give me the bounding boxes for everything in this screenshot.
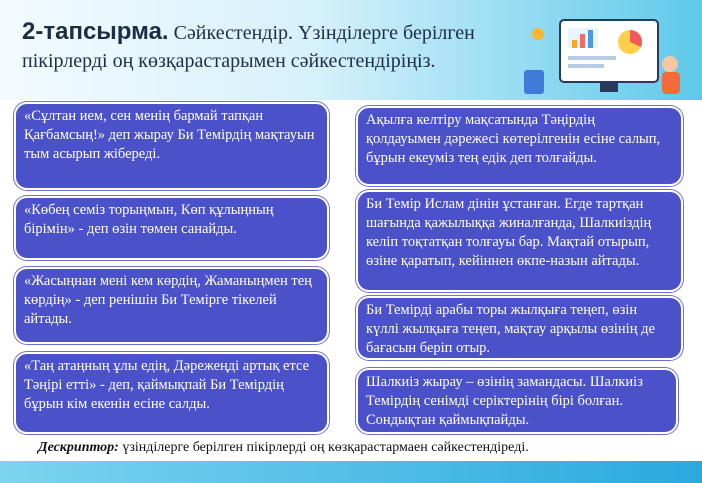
left-quote-1[interactable]: «Сұлтан ием, сен менің бармай тапқан Қағбамсың!» деп жырау Би Темірдің мақтауын тым асырып жібереді. [14,102,329,190]
descriptor-line [38,440,529,456]
left-quote-2[interactable]: «Көбең семіз торыңмын, Көп құлыңның бірімін» - деп өзін төмен санайды. [14,196,329,260]
left-quote-4[interactable]: «Таң атаңның ұлы едің, Дәрежеңді артық етсе Тәңірі етті» - деп, қаймықпай Би Темірдің бұрын кім екенін есіне салды. [14,352,329,434]
descriptor-label: Дескриптор: [38,440,119,455]
right-opinion-1[interactable]: Ақылға келтіру мақсатында Тәңірдің қолдауымен дәрежесі көтерілгенін есіне салып, бұрын екеуміз тең едік деп толғайды. [356,106,683,186]
left-quote-3[interactable]: «Жасыңнан мені кем көрдің, Жаманыңмен тең көрдің» - деп ренішін Би Темірге тікелей айтады. [14,267,329,344]
presentation-illustration [520,14,690,98]
descriptor-text: үзінділерге берілген пікірлерді оң көзқарастармаен сәйкестендіреді. [122,440,529,455]
footer-band [0,461,702,483]
right-opinion-2[interactable]: Би Темір Ислам дінін ұстанған. Егде тартқан шағында қажылыққа жиналғанда, Шалкиіздің келіп тоқтатқан толғауы бар. Мақтай отырып, өзіне қаратып, кейіннен өкпе-назын айтады. [356,190,683,292]
task-heading: 2-тапсырма. [22,18,169,45]
right-opinion-4[interactable]: Шалкиіз жырау – өзінің замандасы. Шалкиіз Темірдің сенімді серіктерінің бірі болған. Сондықтан қаймықпайды. [356,368,678,434]
task-instruction: Сәйкестендір. Үзінділерге берілген пікірлерді оң көзқарастарымен сәйкестендіріңіз. [22,22,475,72]
task-title [22,18,542,75]
right-opinion-3[interactable]: Би Темірді арабы торы жылқыға теңеп, өзін күллі жылқыға теңеп, мақтау арқылы өзінің де бағасын беріп отыр. [356,296,683,360]
